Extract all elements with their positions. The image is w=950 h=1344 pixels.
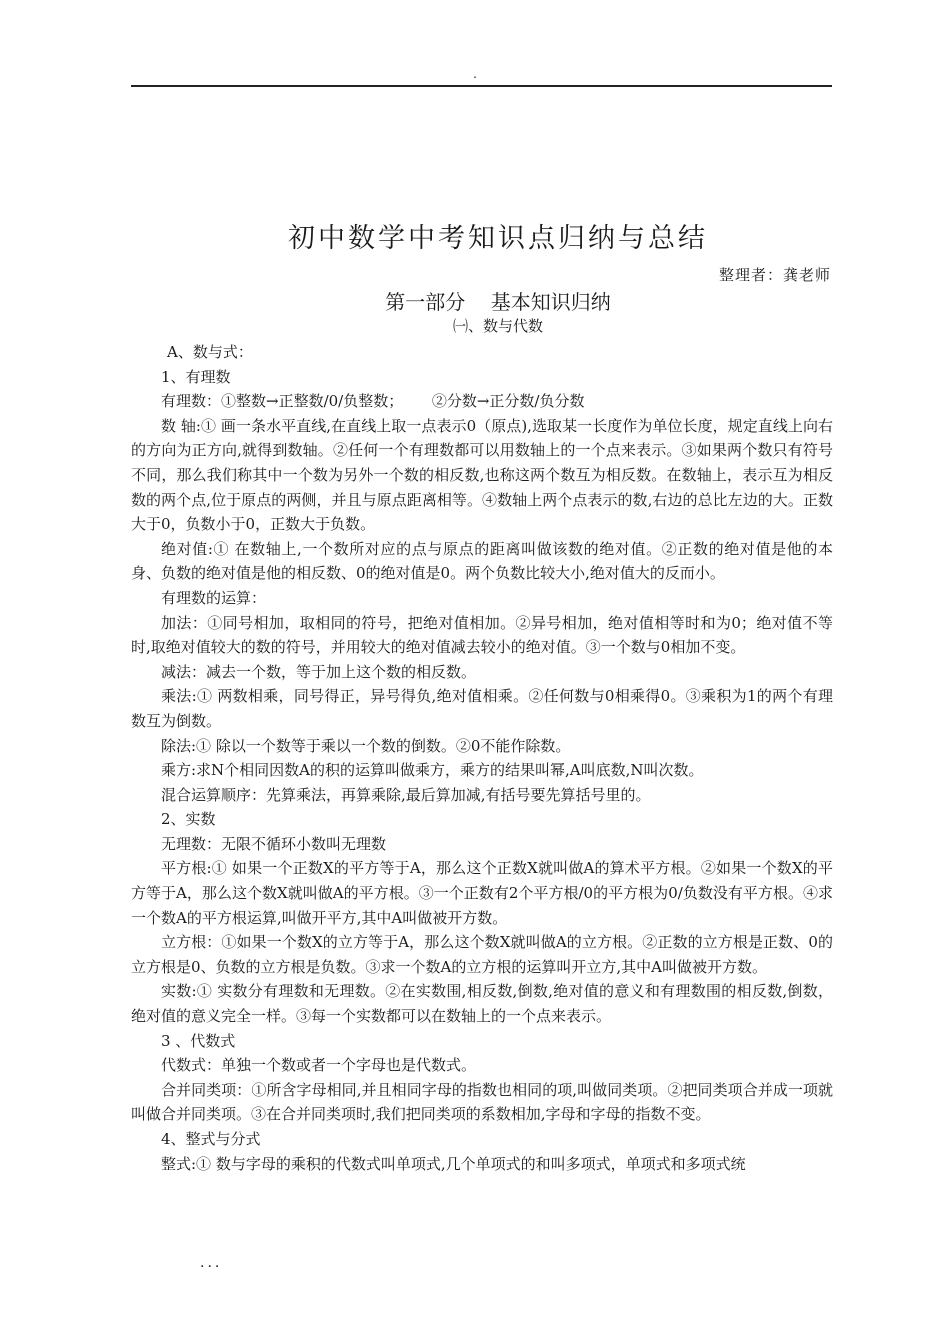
heading-polynomials-fractions: 4、整式与分式 [161, 1130, 261, 1148]
para-operation-order: 混合运算顺序：先算乘法，再算乘除,最后算加减,有括号要先算括号里的。 [161, 785, 651, 804]
para-division: 除法:① 除以一个数等于乘以一个数的倒数。②0不能作除数。 [161, 736, 571, 755]
heading-a-numbers: A、数与式： [167, 343, 253, 361]
para-cube-root: 立方根：①如果一个数X的立方等于A，那么这个数X就叫做A的立方根。②正数的立方根是正数、0的立方根是0、负数的立方根是负数。③求一个数A的立方根的运算叫开立方,其中A叫做被开方数。 [131, 933, 833, 976]
document-body [131, 340, 833, 1176]
heading-rational-numbers: 1、有理数 [161, 367, 231, 386]
para-polynomials: 整式:① 数与字母的乘积的代数式叫单项式,几个单项式的和叫多项式，单项式和多项式统 [161, 1154, 746, 1173]
heading-real-numbers: 2、实数 [161, 810, 216, 829]
footer-dots: ... [200, 1255, 223, 1271]
para-absolute-value: 绝对值:① 在数轴上,一个数所对应的点与原点的距离叫做该数的绝对值。②正数的绝对值是他的本身、负数的绝对值是他的相反数、0的绝对值是0。两个负数比较大小,绝对值大的反而小。 [131, 539, 833, 583]
part-title: 第一部分 基本知识归纳 [385, 290, 611, 314]
para-multiplication: 乘法:① 两数相乘，同号得正，异号得负,绝对值相乘。②任何数与0相乘得0。③乘积为1的两个有理数互为倒数。 [131, 687, 833, 730]
section-title: ㈠、数与代数 [452, 317, 543, 335]
para-subtraction: 减法：减去一个数，等于加上这个数的相反数。 [161, 662, 477, 681]
para-irrational: 无理数：无限不循环小数叫无理数 [161, 834, 387, 853]
para-like-terms: 合并同类项：①所含字母相同,并且相同字母的指数也相同的项,叫做同类项。②把同类项合并成一项就叫做合并同类项。③在合并同类项时,我们把同类项的系数相加,字母和字母的指数不变。 [131, 1080, 833, 1124]
para-addition: 加法：①同号相加，取相同的符号，把绝对值相加。②异号相加，绝对值相等时和为0；绝对值不等时,取绝对值较大的数的符号，并用较大的绝对值减去较小的绝对值。③一个数与0相加不变。 [131, 613, 833, 657]
heading-algebraic-expressions: 3 、代数式 [161, 1031, 236, 1050]
para-square-root: 平方根:① 如果一个正数X的平方等于A，那么这个正数X就叫做A的算术平方根。②如果一个数X的平方等于A，那么这个数X就叫做A的平方根。③一个正数有2个平方根/0的平方根为0/负数没有平方根。④求一个数A的平方根运算,叫做开平方,其中A叫做被开方数。 [131, 859, 833, 927]
header-dot: . [473, 67, 477, 81]
para-rational-classification: 有理数：①整数→正整数/0/负整数； ②分数→正分数/负分数 [161, 392, 585, 411]
para-algebraic-expression: 代数式：单独一个数或者一个字母也是代数式。 [161, 1056, 477, 1075]
para-real-numbers: 实数:① 实数分有理数和无理数。②在实数围,相反数,倒数,绝对值的意义和有理数围的相反数,倒数，绝对值的意义完全一样。③每一个实数都可以在数轴上的一个点来表示。 [131, 982, 833, 1026]
heading-rational-operations: 有理数的运算： [161, 588, 267, 607]
para-number-line: 数 轴:① 画一条水平直线,在直线上取一点表示0（原点),选取某一长度作为单位长度，规定直线上向右的方向为正方向,就得到数轴。②任何一个有理数都可以用数轴上的一个点来表示。③如果两个数只有符号不同，那么我们称其中一个数为另外一个数的相反数,也称这两个数互为相反数。在数轴上，表示互为相反数的两个点,位于原点的两侧，并且与原点距离相等。④数轴上两个点表示的数,右边的总比左边的大。正数大于0，负数小于0，正数大于负数。 [131, 416, 833, 534]
header-rule [131, 85, 832, 87]
para-power: 乘方:求N个相同因数A的积的运算叫做乘方，乘方的结果叫幂,A叫底数,N叫次数。 [161, 761, 704, 780]
document-title: 初中数学中考知识点归纳与总结 [288, 223, 708, 254]
compiler-credit: 整理者：龚老师 [718, 266, 831, 284]
